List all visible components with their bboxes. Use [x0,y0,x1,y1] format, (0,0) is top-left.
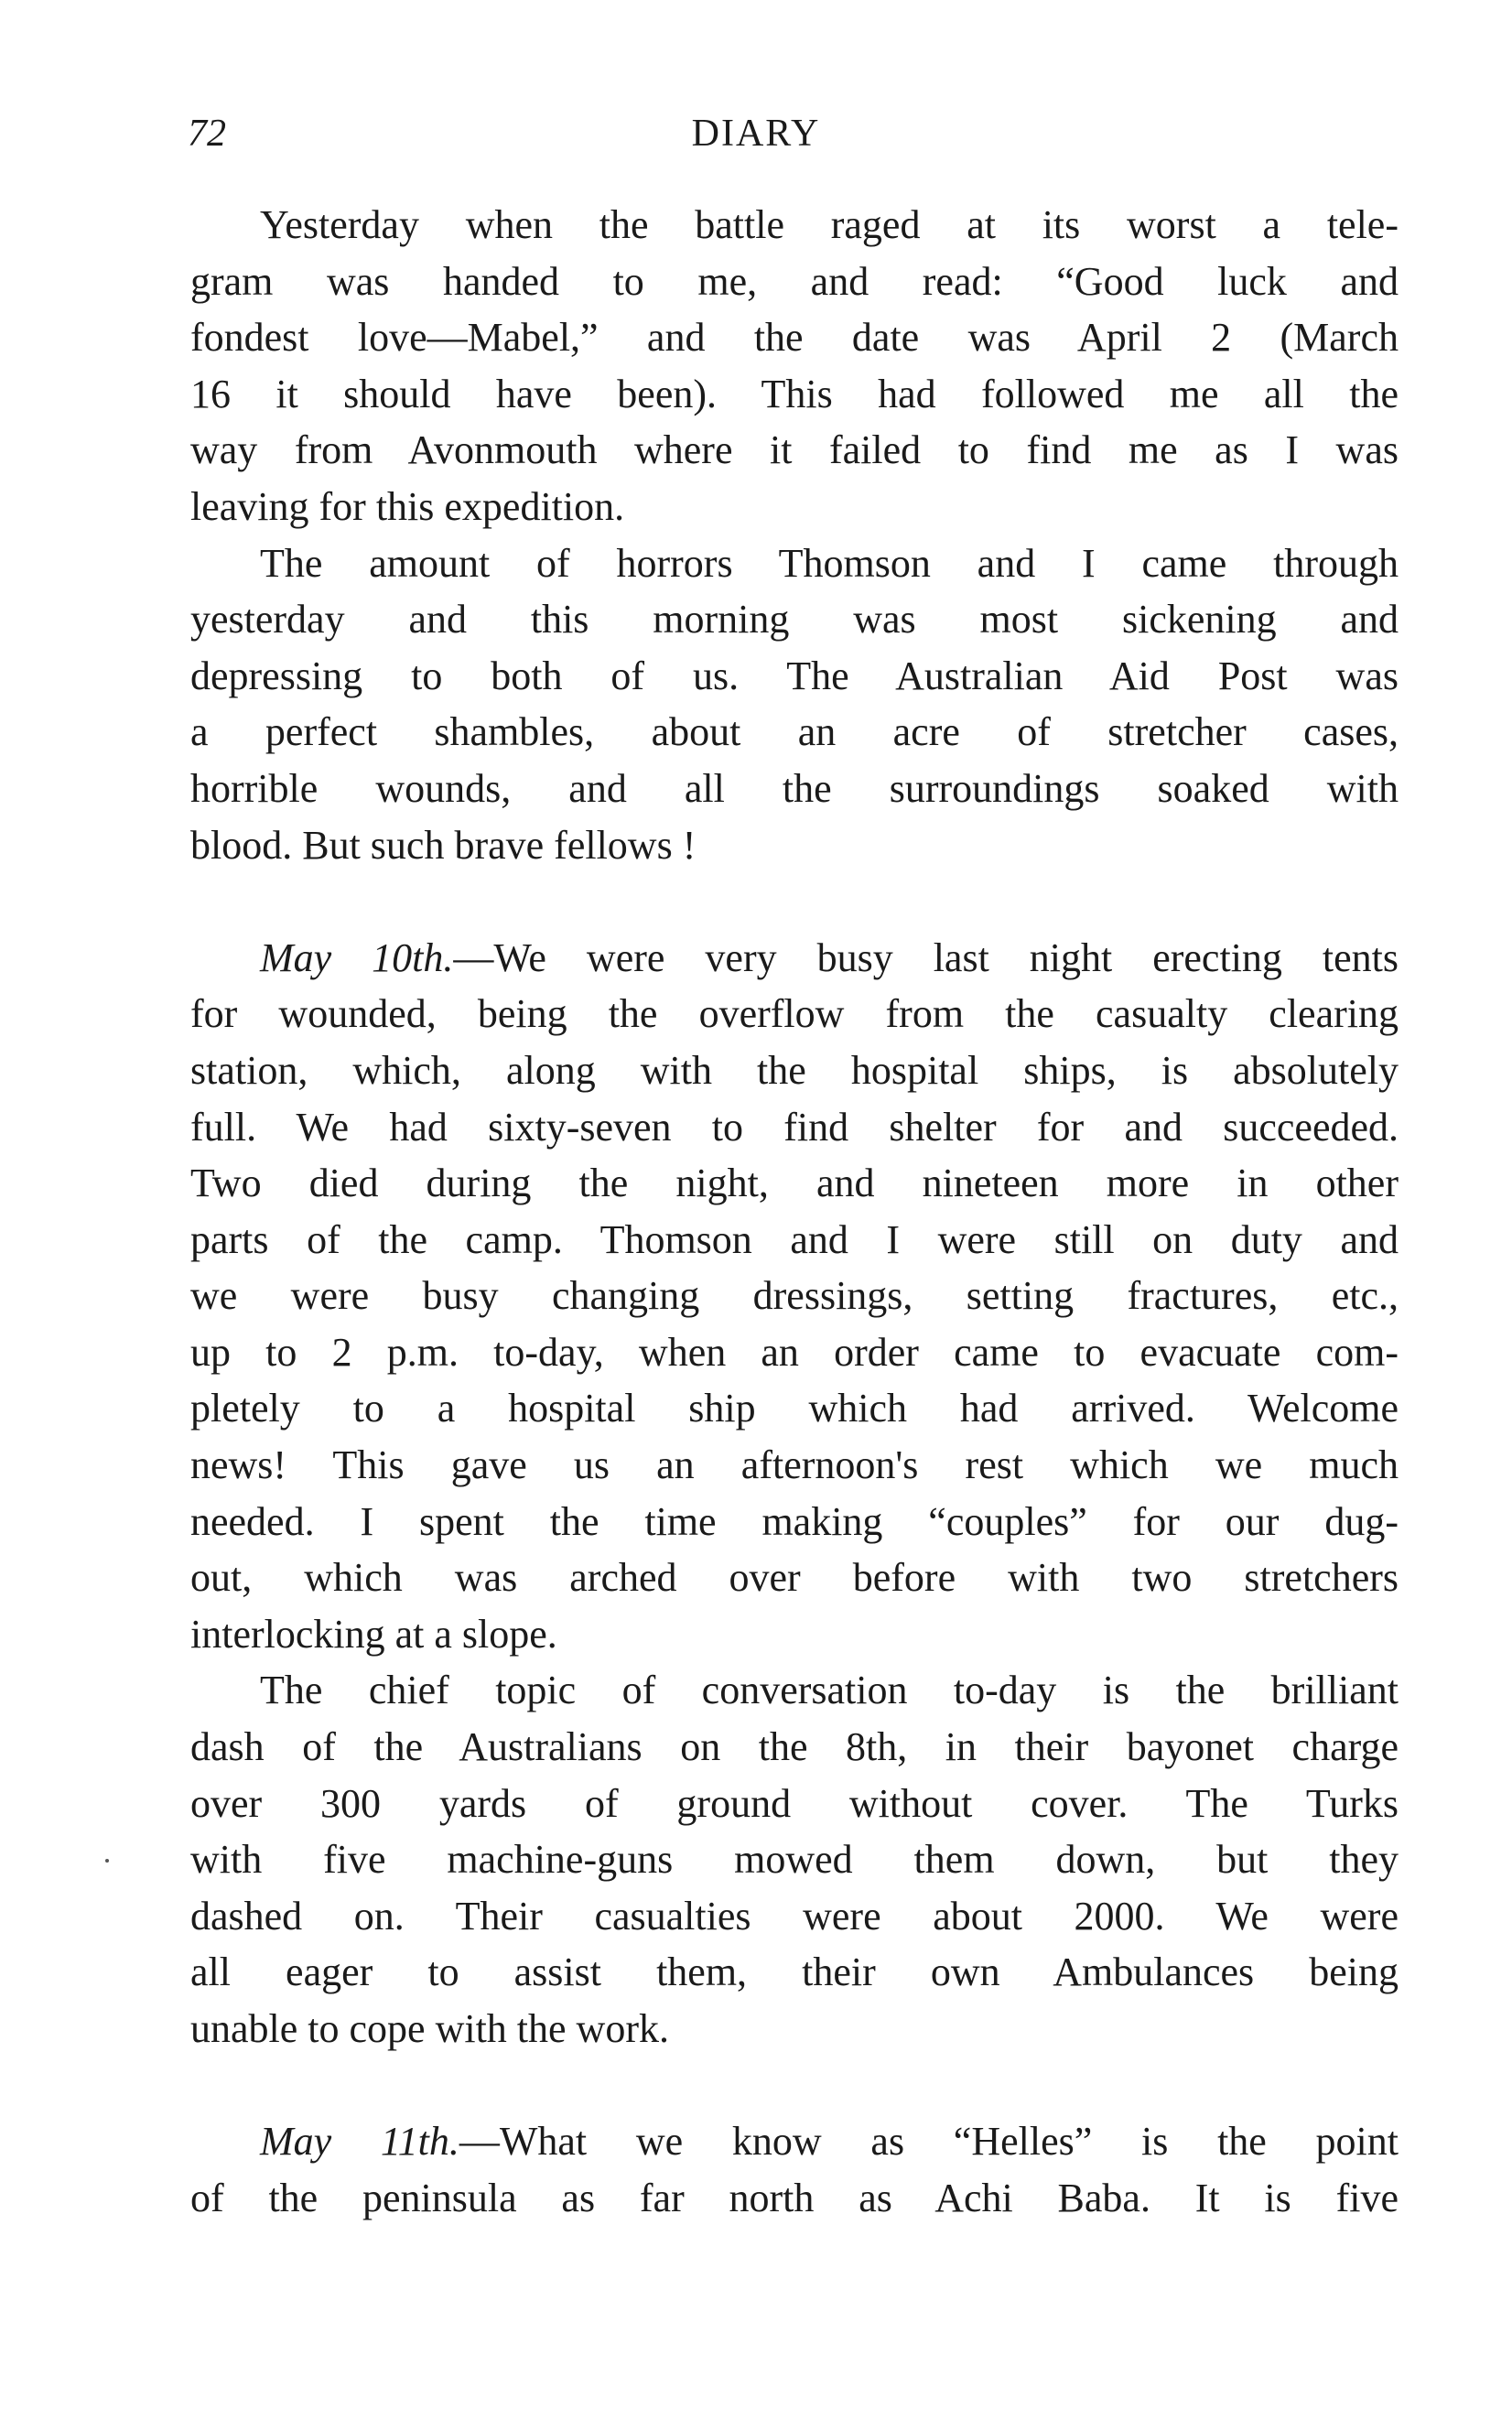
line-text: depressing to both of us. The Australian Aid Post was [190,653,1399,698]
text-line [190,1944,1399,2001]
text-line [190,254,1399,310]
text-line [190,817,1399,874]
entry-date: May 10th. [260,934,454,980]
text-line [190,648,1399,705]
line-text: 16 it should have been). This had followed me all the [190,371,1399,416]
line-text: pletely to a hospital ship which had arrived. Welcome [190,1386,1399,1431]
line-text: parts of the camp. Thomson and I were still on duty and [190,1216,1399,1262]
text-line [190,1494,1399,1550]
line-text: fondest love—Mabel,” and the date was April 2 (March [190,315,1399,361]
text-line [190,1268,1399,1324]
line-text: out, which was arched over before with two stretchers [190,1555,1399,1601]
text-line [190,479,1399,535]
line-text: The chief topic of conversation to-day is the brilliant [260,1668,1399,1713]
line-text: needed. I spent the time making “couples” for our dug- [190,1498,1399,1544]
line-text: Yesterday when the battle raged at its worst a tele- [260,202,1399,247]
line-text: yesterday and this morning was most sickening and [190,597,1399,643]
entry-date: May 11th. [260,2119,459,2165]
text-line [190,986,1399,1042]
text-line [190,1888,1399,1945]
text-line [190,422,1399,479]
line-text: The amount of horrors Thomson and I came through [260,540,1399,586]
paragraph [190,535,1399,874]
line-text: leaving for this expedition. [190,483,625,529]
line-text: of the peninsula as far north as Achi Baba. It is five [190,2175,1399,2220]
text-line [190,704,1399,761]
line-text: interlocking at a slope. [190,1611,557,1657]
text-line [190,2170,1399,2227]
line-text: all eager to assist them, their own Ambulances being [190,1949,1399,1995]
page-body [190,197,1399,2226]
text-line [190,309,1399,366]
text-line [190,535,1399,592]
stray-mark [105,1859,109,1863]
line-text: —What we know as “Helles” is the point [459,2119,1399,2165]
line-text: news! This gave us an afternoon's rest which we much [190,1442,1399,1488]
text-line [190,1042,1399,1099]
diary-entry-paragraph [190,930,1399,1663]
line-text: gram was handed to me, and read: “Good luck and [190,258,1399,304]
line-text: up to 2 p.m. to-day, when an order came to evacuate com- [190,1329,1399,1375]
paragraph-gap [190,873,1399,930]
text-line [190,1099,1399,1156]
line-text: —We were very busy last night erecting tents [453,934,1399,980]
line-text: for wounded, being the overflow from the casualty clearing [190,991,1399,1037]
text-line [190,591,1399,648]
text-line [190,761,1399,817]
paragraph [190,197,1399,535]
text-line [190,2113,1399,2170]
line-text: dashed on. Their casualties were about 2000. We were [190,1893,1399,1939]
line-text: with five machine-guns mowed them down, but they [190,1837,1399,1883]
line-text: full. We had sixty-seven to find shelter for and succeeded. [190,1104,1399,1150]
line-text: Two died during the night, and nineteen more in other [190,1161,1399,1206]
text-line [190,930,1399,987]
line-text: blood. But such brave fellows ! [190,822,697,868]
text-line [190,1550,1399,1606]
running-head: DIARY [691,113,821,155]
text-line [190,2001,1399,2057]
diary-entry-paragraph [190,2113,1399,2226]
text-line [190,197,1399,254]
text-line [190,1380,1399,1437]
text-line [190,1831,1399,1888]
line-text: dash of the Australians on the 8th, in their bayonet charge [190,1724,1399,1770]
text-line [190,1324,1399,1381]
page-number: 72 [188,113,226,155]
line-text: over 300 yards of ground without cover. The Turks [190,1780,1399,1826]
line-text: we were busy changing dressings, setting fractures, etc., [190,1273,1399,1319]
paragraph [190,1662,1399,2057]
text-line [190,1776,1399,1832]
paragraph-gap [190,2057,1399,2114]
text-line [190,1212,1399,1269]
line-text: way from Avonmouth where it failed to find me as I was [190,427,1399,473]
text-line [190,1719,1399,1776]
text-line [190,1437,1399,1494]
text-line [190,1155,1399,1212]
text-line [190,366,1399,423]
line-text: horrible wounds, and all the surroundings soaked with [190,765,1399,811]
line-text: station, which, along with the hospital ships, is absolutely [190,1047,1399,1093]
line-text: a perfect shambles, about an acre of stretcher cases, [190,709,1399,755]
text-line [190,1606,1399,1663]
text-line [190,1662,1399,1719]
line-text: unable to cope with the work. [190,2006,669,2051]
